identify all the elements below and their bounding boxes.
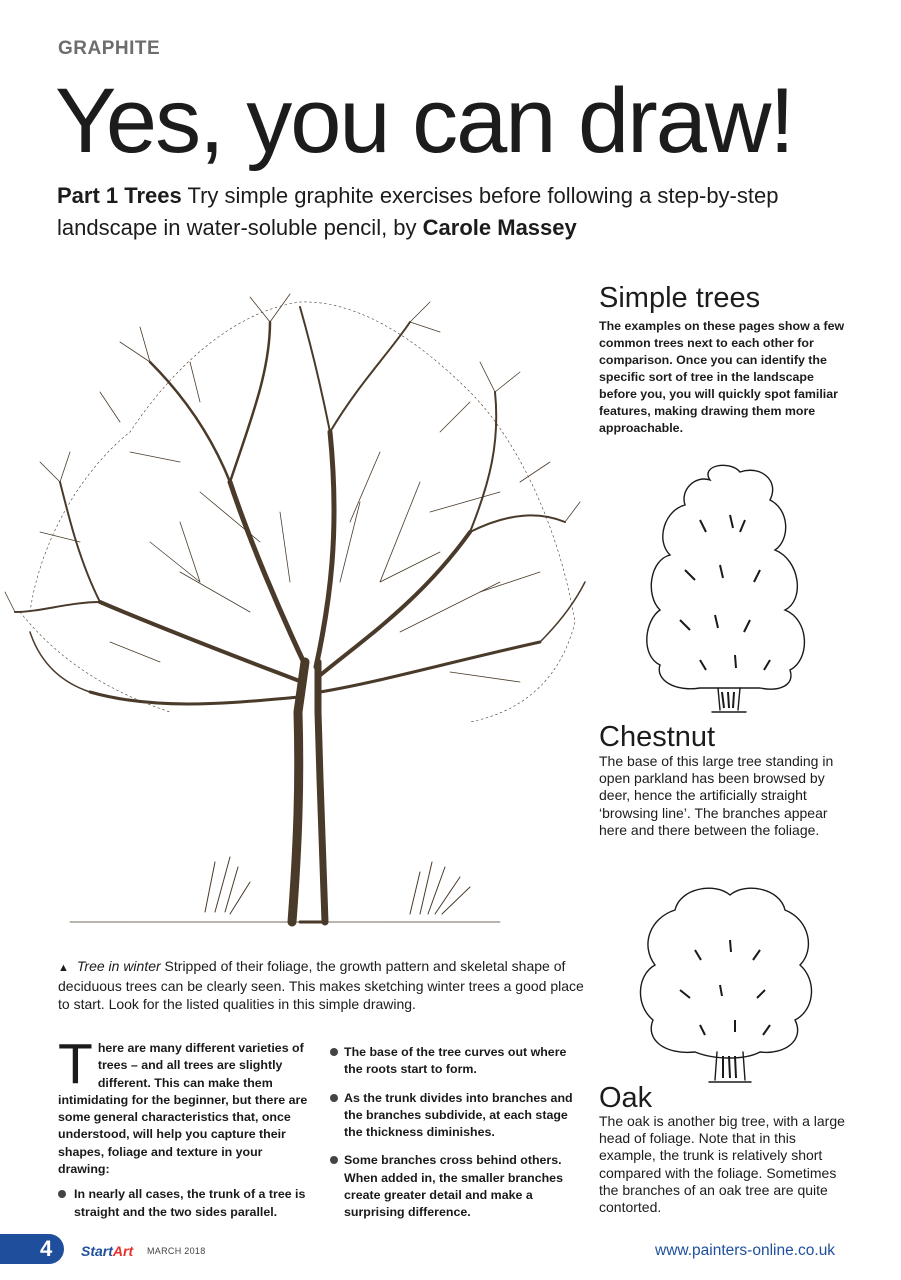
page-number-tab bbox=[0, 1234, 64, 1264]
section-label: GRAPHITE bbox=[58, 38, 161, 59]
chestnut-tree-illustration bbox=[640, 460, 815, 720]
brand-logo: StartArt bbox=[81, 1243, 134, 1259]
issue-date: MARCH 2018 bbox=[147, 1246, 206, 1256]
bullet-item: The base of the tree curves out where the roots start to form. bbox=[330, 1044, 580, 1079]
bullet-dot-icon bbox=[58, 1190, 66, 1198]
simple-trees-body: The examples on these pages show a few common trees next to each other for comparison. Once you can identify the specific sort of tree in the landscape before you, you will quickly spot familiar features, making drawing them more approachable. bbox=[599, 319, 845, 435]
intro-text: here are many different varieties of trees – and all trees are slightly different. This can make them intimidating for the beginner, but there are some general characteristics that, once understood, will help you capture their shapes, foliage and texture in your drawing: bbox=[58, 1041, 308, 1177]
caption-text: Stripped of their foliage, the growth pattern and skeletal shape of deciduous trees can be clearly seen. This makes sketching winter trees a good place to start. Look for the listed qualities in this simple drawing. bbox=[58, 958, 584, 1012]
caption-title: Tree in winter bbox=[76, 958, 161, 974]
bullet-item: As the trunk divides into branches and the branches subdivide, at each stage the thickness diminishes. bbox=[330, 1090, 580, 1142]
bullet-dot-icon bbox=[330, 1048, 338, 1056]
bullet-dot-icon bbox=[330, 1094, 338, 1102]
bullet-item: Some branches cross behind others. When added in, the smaller branches create greater detail and make a surprising difference. bbox=[330, 1152, 580, 1221]
standfirst bbox=[57, 180, 857, 244]
oak-tree-illustration bbox=[635, 880, 820, 1085]
author-name: Carole Massey bbox=[422, 215, 577, 240]
simple-trees-heading: Simple trees bbox=[599, 282, 761, 314]
chestnut-body: The base of this large tree standing in open parkland has been browsed by deer, hence the artificially straight ‘browsing line’. The branches appear here and there between the foliage. bbox=[599, 753, 834, 838]
standfirst-lead: Part 1 Trees bbox=[57, 183, 182, 208]
caption-triangle-icon: ▲ bbox=[58, 962, 69, 974]
oak-heading: Oak bbox=[599, 1082, 653, 1114]
drop-cap: T bbox=[58, 1032, 93, 1096]
bullets-column bbox=[330, 1044, 580, 1233]
intro-paragraph bbox=[58, 1032, 308, 1178]
page-title: Yes, you can draw! bbox=[55, 70, 793, 172]
website-link[interactable]: www.painters-online.co.uk bbox=[655, 1242, 836, 1259]
standfirst-text: Try simple graphite exercises before following a step-by-step landscape in water-soluble pencil, by bbox=[57, 183, 779, 240]
page-number: 4 bbox=[40, 1236, 53, 1261]
winter-tree-illustration bbox=[0, 282, 590, 932]
tree-in-winter-caption bbox=[58, 957, 588, 1013]
oak-body: The oak is another big tree, with a large head of foliage. Note that in this example, the trunk is relatively short compared with the foliage. Sometimes the branches of an oak tree are quite contorted. bbox=[599, 1113, 845, 1216]
bullet-item: In nearly all cases, the trunk of a tree is straight and the two sides parallel. bbox=[58, 1186, 308, 1221]
bullet-dot-icon bbox=[330, 1156, 338, 1164]
chestnut-heading: Chestnut bbox=[599, 721, 716, 753]
intro-column bbox=[58, 1032, 308, 1231]
